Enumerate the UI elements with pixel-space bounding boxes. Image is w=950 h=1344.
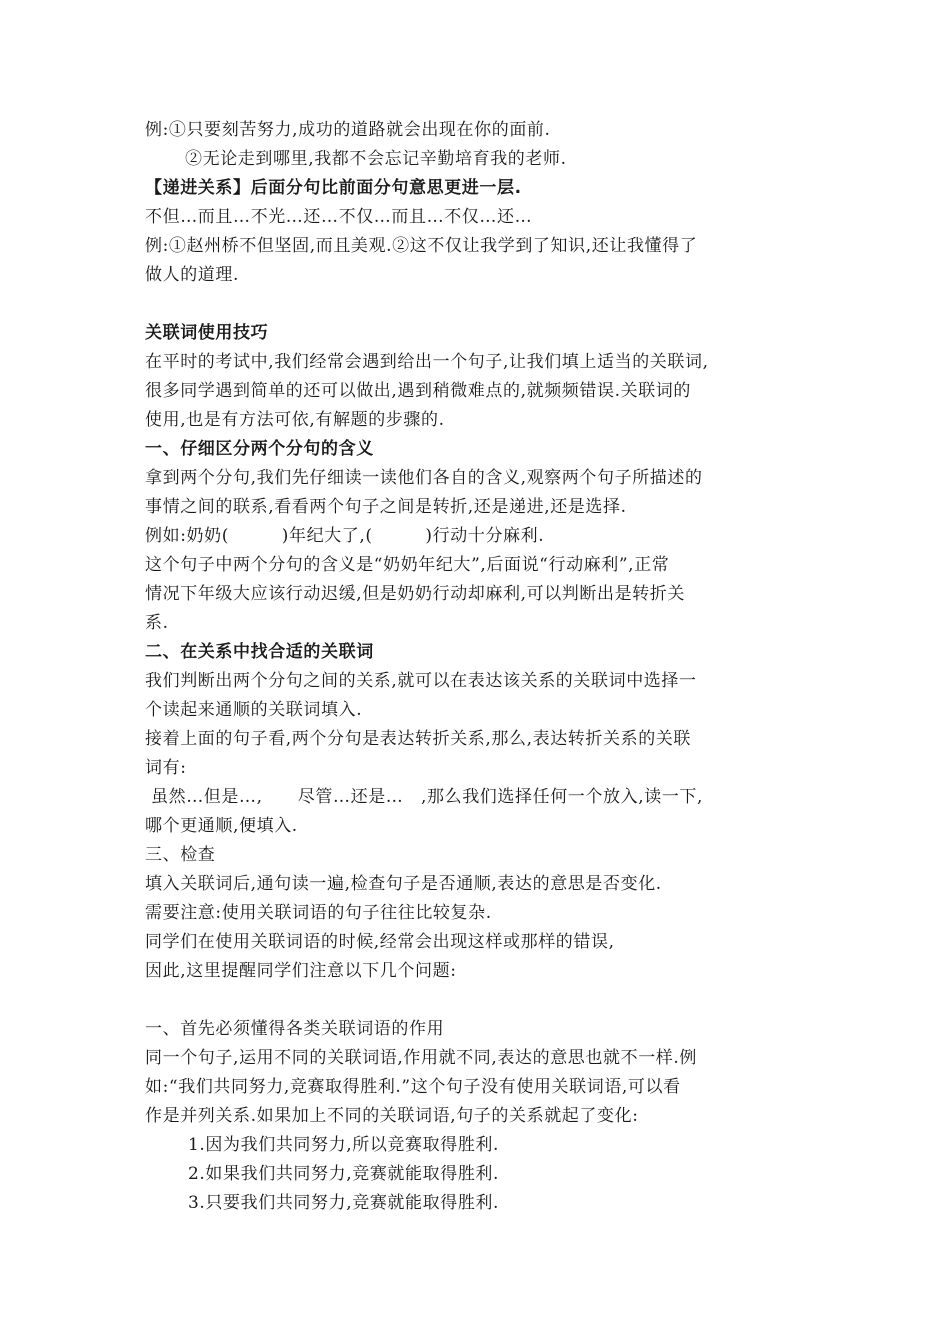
list-item: 2.如果我们共同努力,竞赛就能取得胜利.	[188, 1164, 500, 1184]
section-heading: 二、在关系中找合适的关联词	[145, 642, 374, 662]
text-line: 拿到两个分句,我们先仔细读一读他们各自的含义,观察两个句子所描述的	[145, 468, 703, 488]
text-line: 个读起来通顺的关联词填入.	[145, 700, 363, 720]
text-line: 例如:奶奶( )年纪大了,( )行动十分麻利.	[145, 526, 545, 546]
text-line: 同一个句子,运用不同的关联词语,作用就不同,表达的意思也就不一样.例	[145, 1048, 698, 1068]
text-line: 哪个更通顺,便填入.	[145, 816, 298, 836]
text-line: 同学们在使用关联词语的时候,经常会出现这样或那样的错误,	[145, 932, 615, 952]
section-heading: 一、首先必须懂得各类关联词语的作用	[145, 1019, 445, 1039]
text-line: 在平时的考试中,我们经常会遇到给出一个句子,让我们填上适当的关联词,	[145, 352, 709, 372]
text-line: 做人的道理.	[145, 265, 240, 285]
text-line: 事情之间的联系,看看两个句子之间是转折,还是递进,还是选择.	[145, 497, 627, 517]
text-line: 接着上面的句子看,两个分句是表达转折关系,那么,表达转折关系的关联	[145, 729, 692, 749]
text-line: 不但…而且…不光…还…不仅…而且…不仅…还…	[145, 207, 533, 227]
text-line: 因此,这里提醒同学们注意以下几个问题:	[145, 961, 457, 981]
section-heading: 一、仔细区分两个分句的含义	[145, 439, 374, 459]
text-line: 虽然…但是…, 尽管…还是… ,那么我们选择任何一个放入,读一下,	[145, 787, 704, 807]
text-line: 这个句子中两个分句的含义是“奶奶年纪大”,后面说“行动麻利”,正常	[145, 555, 670, 575]
text-line: 词有:	[145, 758, 187, 778]
list-item: 3.只要我们共同努力,竞赛就能取得胜利.	[188, 1193, 500, 1213]
text-line: 作是并列关系.如果加上不同的关联词语,句子的关系就起了变化:	[145, 1106, 639, 1126]
text-line: 我们判断出两个分句之间的关系,就可以在表达该关系的关联词中选择一	[145, 671, 697, 691]
section-heading: 三、检查	[145, 845, 216, 865]
text-line: 使用,也是有方法可依,有解题的步骤的.	[145, 410, 445, 430]
text-line: ②无论走到哪里,我都不会忘记辛勤培育我的老师.	[185, 149, 567, 169]
text-line: 很多同学遇到简单的还可以做出,遇到稍微难点的,就频频错误.关联词的	[145, 381, 692, 401]
text-line: 如:“我们共同努力,竞赛取得胜利.”这个句子没有使用关联词语,可以看	[145, 1077, 681, 1097]
list-item: 1.因为我们共同努力,所以竞赛取得胜利.	[188, 1135, 500, 1155]
text-line: 情况下年级大应该行动迟缓,但是奶奶行动却麻利,可以判断出是转折关	[145, 584, 686, 604]
text-line: 例:①只要刻苦努力,成功的道路就会出现在你的面前.	[145, 120, 551, 140]
text-line: 例:①赵州桥不但坚固,而且美观.②这不仅让我学到了知识,还让我懂得了	[145, 236, 698, 256]
section-heading: 关联词使用技巧	[145, 323, 269, 343]
text-line: 填入关联词后,通句读一遍,检查句子是否通顺,表达的意思是否变化.	[145, 874, 662, 894]
section-heading: 【递进关系】后面分句比前面分句意思更进一层.	[145, 178, 522, 198]
text-line: 需要注意:使用关联词语的句子往往比较复杂.	[145, 903, 492, 923]
text-line: 系.	[145, 613, 169, 633]
